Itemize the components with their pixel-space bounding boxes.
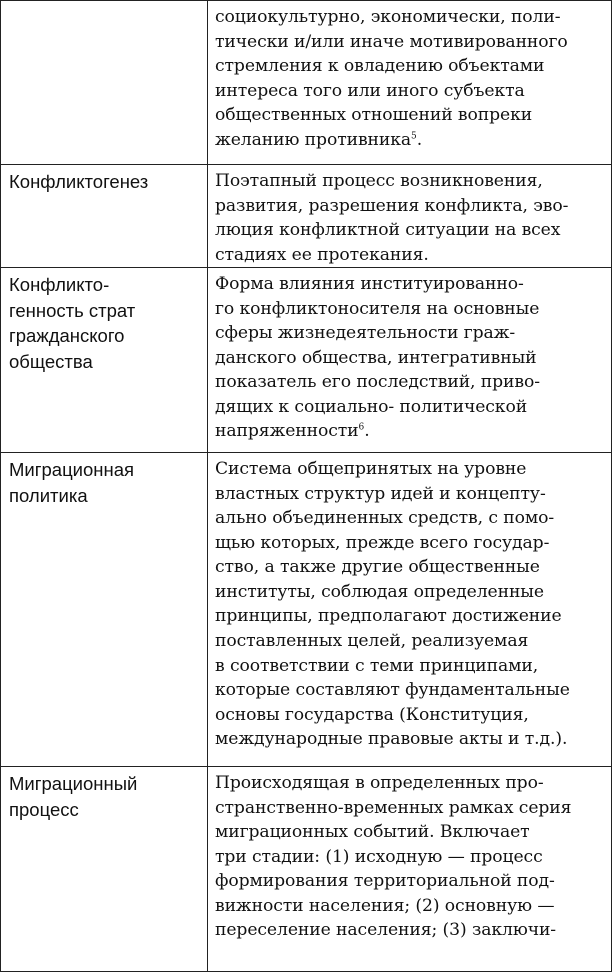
definition-line: в соответствии с теми принципами, [215, 655, 539, 676]
definition-line: формирования территориальной под- [215, 871, 555, 892]
definition-line: го конфликтоносителя на основные [215, 298, 540, 319]
table-row [1, 453, 612, 767]
definition-line: вижности населения; (2) основную — [215, 895, 555, 916]
term-line: Конфликто- [9, 274, 110, 296]
table-row [1, 767, 612, 972]
definition-line: властных структур идей и концепту- [215, 483, 546, 504]
definition-line: миграционных событий. Включает [215, 822, 530, 843]
definition-cell [208, 268, 612, 453]
definition-cell [208, 165, 612, 268]
definition-line: Происходящая в определенных про- [215, 773, 544, 794]
definition-line: поставленных целей, реализуемая [215, 631, 529, 652]
definition-line-last [215, 419, 607, 444]
table-row [1, 165, 612, 268]
definition-line: международные правовые акты и т.д.). [215, 729, 568, 750]
definition-line: Система общепринятых на уровне [215, 459, 527, 480]
definition-line: сферы жизнедеятельности граж- [215, 323, 516, 344]
definition-line: основы государства (Конституция, [215, 704, 529, 725]
definition-cell [208, 453, 612, 767]
definition-line: переселение населения; (3) заключи- [215, 920, 557, 941]
definition-line: стадиях ее протекания. [215, 244, 429, 265]
definition-line: дящих к социально- политической [215, 396, 528, 417]
definition-line: стремления к овладению объектами [215, 56, 545, 77]
definition-cell [208, 1, 612, 165]
term-line: процесс [9, 798, 79, 820]
definition-line-last [215, 128, 607, 153]
term-line: политика [9, 484, 88, 506]
trailing-punctuation: . [364, 421, 370, 442]
definition-line: развития, разрешения конфликта, эво- [215, 195, 569, 216]
term-line: Миграционный [9, 773, 138, 795]
definition-line: принципы, предполагают достижение [215, 606, 562, 627]
term-cell [1, 767, 208, 972]
term-cell [1, 165, 208, 268]
term-line: гражданского [9, 325, 125, 347]
trailing-punctuation: . [416, 129, 423, 150]
definition-cell [208, 767, 612, 972]
definition-line: щью которых, прежде всего государ- [215, 532, 550, 553]
definition-line: странственно-временных рамках серия [215, 797, 572, 818]
definition-line: три стадии: (1) исходную — процесс [215, 846, 543, 867]
footnote-marker: 5 [411, 131, 417, 141]
term-line: генность страт [9, 299, 136, 321]
definition-line: Поэтапный процесс возникновения, [215, 171, 543, 191]
table-row [1, 1, 612, 165]
definition-line: тически и/или иначе мотивированного [215, 31, 568, 52]
definition-line: Форма влияния институированно- [215, 274, 524, 295]
term-cell [1, 1, 208, 165]
term-line: Миграционная [9, 459, 135, 481]
term-cell [1, 268, 208, 453]
definition-line: ство, а также другие общественные [215, 557, 540, 578]
term-line: Конфликтогенез [9, 171, 149, 192]
table-row [1, 268, 612, 453]
definition-text: желанию противника [215, 129, 412, 150]
definition-line: ально объединенных средств, с помо- [215, 508, 555, 529]
definition-line: интереса того или иного субъекта [215, 80, 525, 101]
definition-line: институты, соблюдая определенные [215, 581, 544, 602]
term-line: общества [9, 350, 93, 372]
definition-line: которые составляют фундаментальные [215, 680, 570, 701]
definition-line: социокультурно, экономически, поли- [215, 7, 561, 27]
definition-line: люция конфликтной ситуации на всех [215, 220, 561, 241]
definition-text: напряженности [215, 421, 359, 442]
footnote-marker: 6 [358, 422, 365, 433]
term-cell [1, 453, 208, 767]
definition-line: данского общества, интегративный [215, 347, 537, 368]
definition-line: общественных отношений вопреки [215, 105, 533, 126]
definition-line: показатель его последствий, приво- [215, 372, 540, 393]
